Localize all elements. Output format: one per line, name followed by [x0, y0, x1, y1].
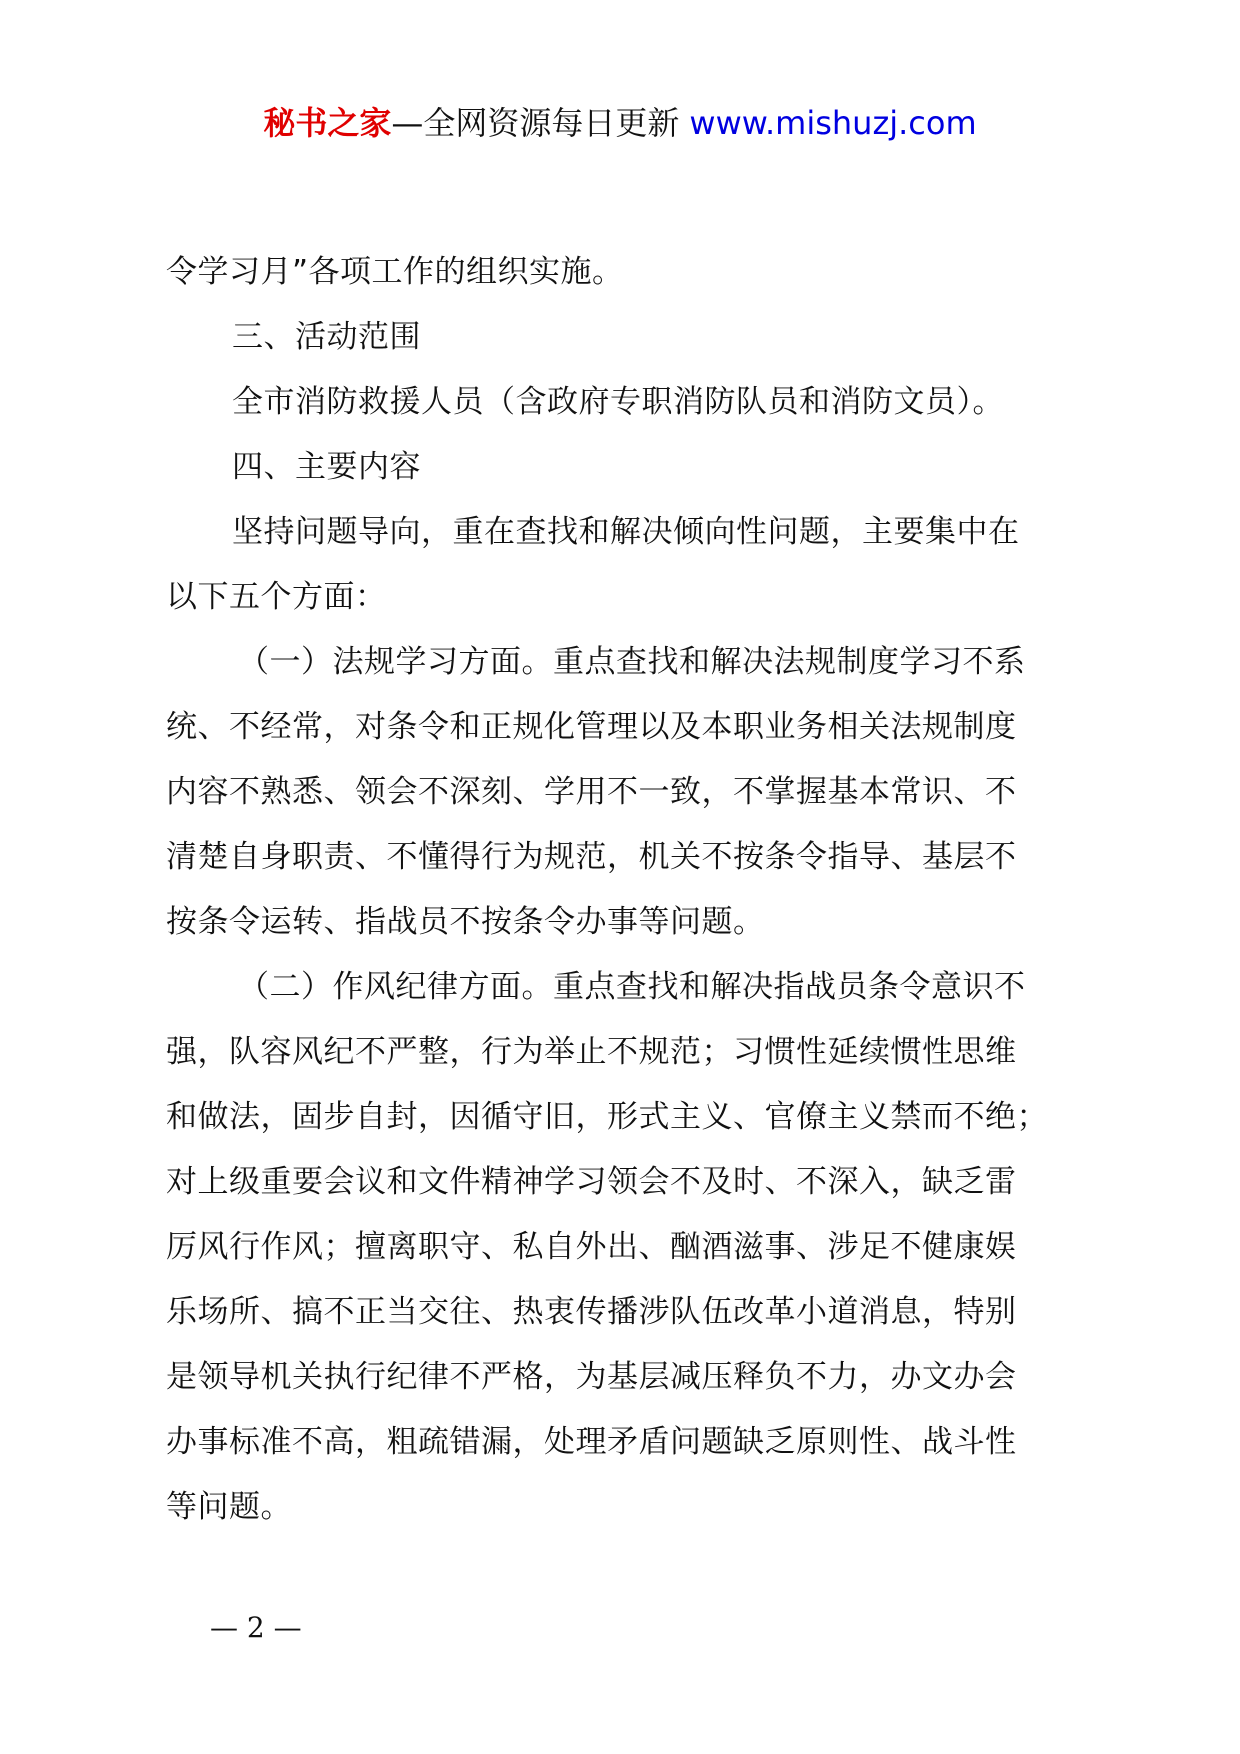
- body-line: 按条令运转、指战员不按条令办事等问题。: [166, 904, 765, 940]
- body-line: 和做法，固步自封，因循守旧，形式主义、官僚主义禁而不绝；: [166, 1099, 1048, 1135]
- body-line: 坚持问题导向，重在查找和解决倾向性问题，主要集中在: [232, 514, 1020, 550]
- body-line: 厉风行作风；擅离职守、私自外出、酗酒滋事、涉足不健康娱: [166, 1229, 1017, 1265]
- body-line: 办事标准不高，粗疏错漏，处理矛盾问题缺乏原则性、战斗性: [166, 1424, 1017, 1460]
- header-url-link[interactable]: www.mishuzj.com: [689, 104, 977, 142]
- body-line: 内容不熟悉、领会不深刻、学用不一致，不掌握基本常识、不: [166, 774, 1017, 810]
- header-brand: 秘书之家: [263, 104, 392, 142]
- body-line: 令学习月”各项工作的组织实施。: [166, 254, 624, 290]
- body-line: 统、不经常，对条令和正规化管理以及本职业务相关法规制度: [166, 709, 1017, 745]
- subsection-heading-discipline: （二）作风纪律方面。重点查找和解决指战员条令意识不: [238, 969, 1026, 1005]
- subsection-heading-regulations: （一）法规学习方面。重点查找和解决法规制度学习不系: [238, 644, 1026, 680]
- page-header: [0, 98, 1240, 148]
- section-heading-content: 四、主要内容: [232, 449, 421, 485]
- body-line: 是领导机关执行纪律不严格，为基层减压释负不力，办文办会: [166, 1359, 1017, 1395]
- body-line: 等问题。: [166, 1489, 292, 1525]
- body-line: 强，队容风纪不严整，行为举止不规范；习惯性延续惯性思维: [166, 1034, 1017, 1070]
- body-line: 对上级重要会议和文件精神学习领会不及时、不深入，缺乏雷: [166, 1164, 1017, 1200]
- page-number: — 2 —: [210, 1611, 302, 1644]
- body-line: 清楚自身职责、不懂得行为规范，机关不按条令指导、基层不: [166, 839, 1017, 875]
- body-line: 全市消防救援人员（含政府专职消防队员和消防文员）。: [232, 384, 1004, 420]
- header-tagline: —全网资源每日更新: [391, 104, 680, 142]
- document-body: [166, 240, 1106, 1540]
- body-line: 以下五个方面：: [166, 579, 387, 615]
- section-heading-scope: 三、活动范围: [232, 319, 421, 355]
- body-line: 乐场所、搞不正当交往、热衷传播涉队伍改革小道消息，特别: [166, 1294, 1017, 1330]
